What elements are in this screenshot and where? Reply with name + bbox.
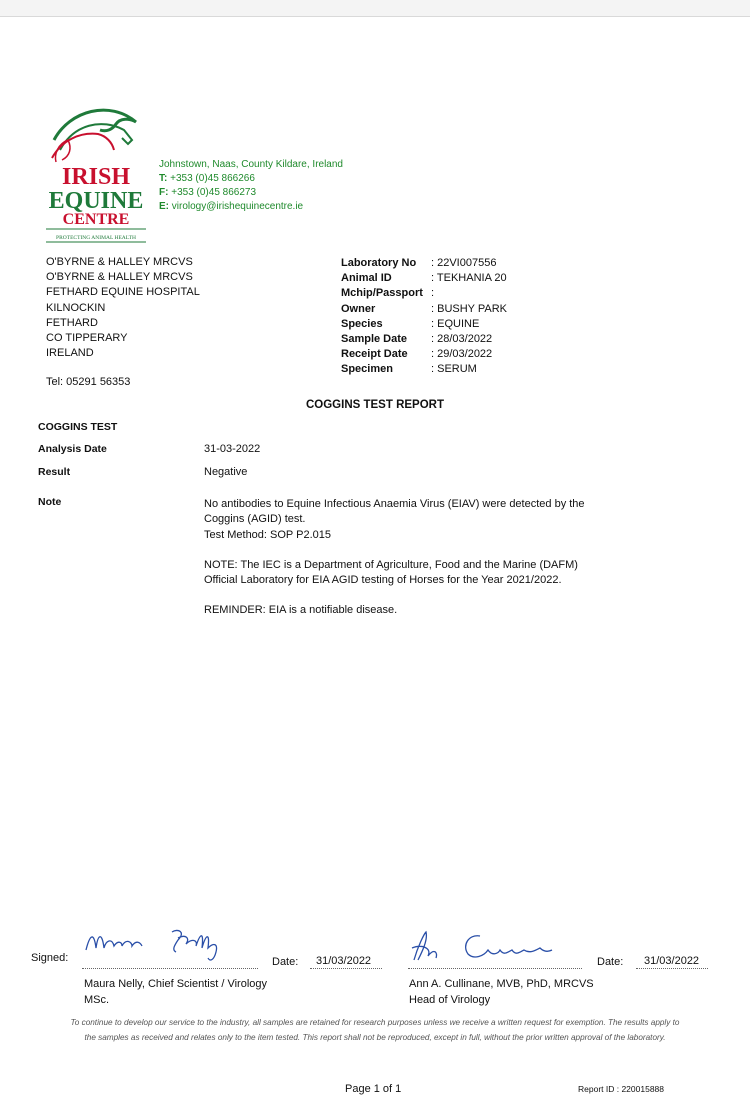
irish-equine-centre-logo	[40, 100, 152, 244]
contact-address: Johnstown, Naas, County Kildare, Ireland	[159, 159, 343, 170]
address-line: O'BYRNE & HALLEY MRCVS	[46, 256, 193, 268]
meta-row: Owner : BUSHY PARK	[341, 302, 508, 315]
date-line-1	[310, 968, 382, 969]
disclaimer-text: To continue to develop our service to the industry, all samples are retained for research purposes unless we receive a written request for exemption. The results apply to the samples as received and relates only to the item tested. This report shall not be reproduced, except in full, without the prior written approval of the laboratory.	[70, 1018, 680, 1042]
result-value: Negative	[204, 466, 248, 478]
note-test-method: Test Method: SOP P2.015	[204, 528, 331, 541]
note-paragraph-2: NOTE: The IEC is a Department of Agriculture, Food and the Marine (DAFM) Official Laboratory for EIA AGID testing of Horses for the Year 2021/2022.	[204, 558, 578, 587]
contact-fax: F: +353 (0)45 866273	[159, 187, 257, 198]
address-line: KILNOCKIN	[46, 301, 106, 314]
meta-row: Specimen : SERUM	[341, 363, 477, 376]
note-label: Note	[38, 496, 62, 508]
signature-ann-cullinane	[408, 926, 578, 968]
meta-row: Receipt Date : 29/03/2022	[341, 348, 493, 361]
result-label: Result	[38, 466, 71, 478]
logo-tagline: PROTECTING ANIMAL HEALTH	[56, 235, 136, 241]
sample-metadata	[341, 256, 507, 378]
signatory-2-name: Ann A. Cullinane, MVB, PhD, MRCVS Head of Virology	[409, 978, 594, 1006]
logo-line2: EQUINE	[48, 188, 144, 214]
contact-block	[159, 158, 343, 214]
meta-row: Laboratory No : 22VI007556	[341, 257, 497, 269]
contact-email[interactable]: E: virology@irishequinecentre.ie	[159, 201, 304, 212]
logo-line3: CENTRE	[62, 211, 130, 228]
note-paragraph-1: No antibodies to Equine Infectious Anaemia Virus (EIAV) were detected by the Coggins (AGID) test.	[204, 498, 585, 526]
signature-line-1	[82, 968, 258, 969]
signatory-1-name: Maura Nelly, Chief Scientist / Virology MSc.	[84, 978, 267, 1006]
address-line: CO TIPPERARY	[46, 332, 128, 345]
analysis-date-label: Analysis Date	[38, 443, 107, 455]
horse-logo-icon	[40, 100, 152, 244]
date-line-2	[636, 968, 708, 969]
page-number: Page 1 of 1	[345, 1083, 402, 1095]
date-value-1: 31/03/2022	[316, 955, 372, 967]
analysis-date-value: 31-03-2022	[204, 443, 261, 455]
meta-row: Sample Date : 28/03/2022	[341, 333, 493, 346]
signature-maura-nelly	[82, 924, 242, 966]
test-name: COGGINS TEST	[38, 421, 118, 433]
top-toolbar-strip	[0, 0, 750, 17]
date-label-1: Date:	[272, 956, 299, 968]
date-value-2: 31/03/2022	[644, 955, 700, 967]
address-line: IRELAND	[46, 347, 94, 360]
meta-row: Animal ID : TEKHANIA 20	[341, 272, 507, 285]
note-paragraph-3: REMINDER: EIA is a notifiable disease.	[204, 604, 398, 617]
recipient-tel: Tel: 05291 56353	[46, 376, 131, 388]
report-id: Report ID : 220015888	[578, 1084, 665, 1094]
address-line: FETHARD	[46, 316, 98, 329]
note-text	[204, 497, 594, 634]
meta-row: Mchip/Passport :	[341, 287, 435, 300]
signature-line-2	[408, 968, 582, 969]
recipient-address	[46, 255, 200, 361]
logo-line1: IRISH	[61, 164, 131, 190]
address-line: FETHARD EQUINE HOSPITAL	[46, 286, 200, 299]
date-label-2: Date:	[597, 956, 624, 968]
meta-row: Species : EQUINE	[341, 317, 480, 330]
signed-label: Signed:	[31, 952, 69, 964]
contact-tel: T: +353 (0)45 866266	[159, 173, 255, 184]
address-line: O'BYRNE & HALLEY MRCVS	[46, 271, 193, 284]
report-title: COGGINS TEST REPORT	[305, 399, 444, 411]
